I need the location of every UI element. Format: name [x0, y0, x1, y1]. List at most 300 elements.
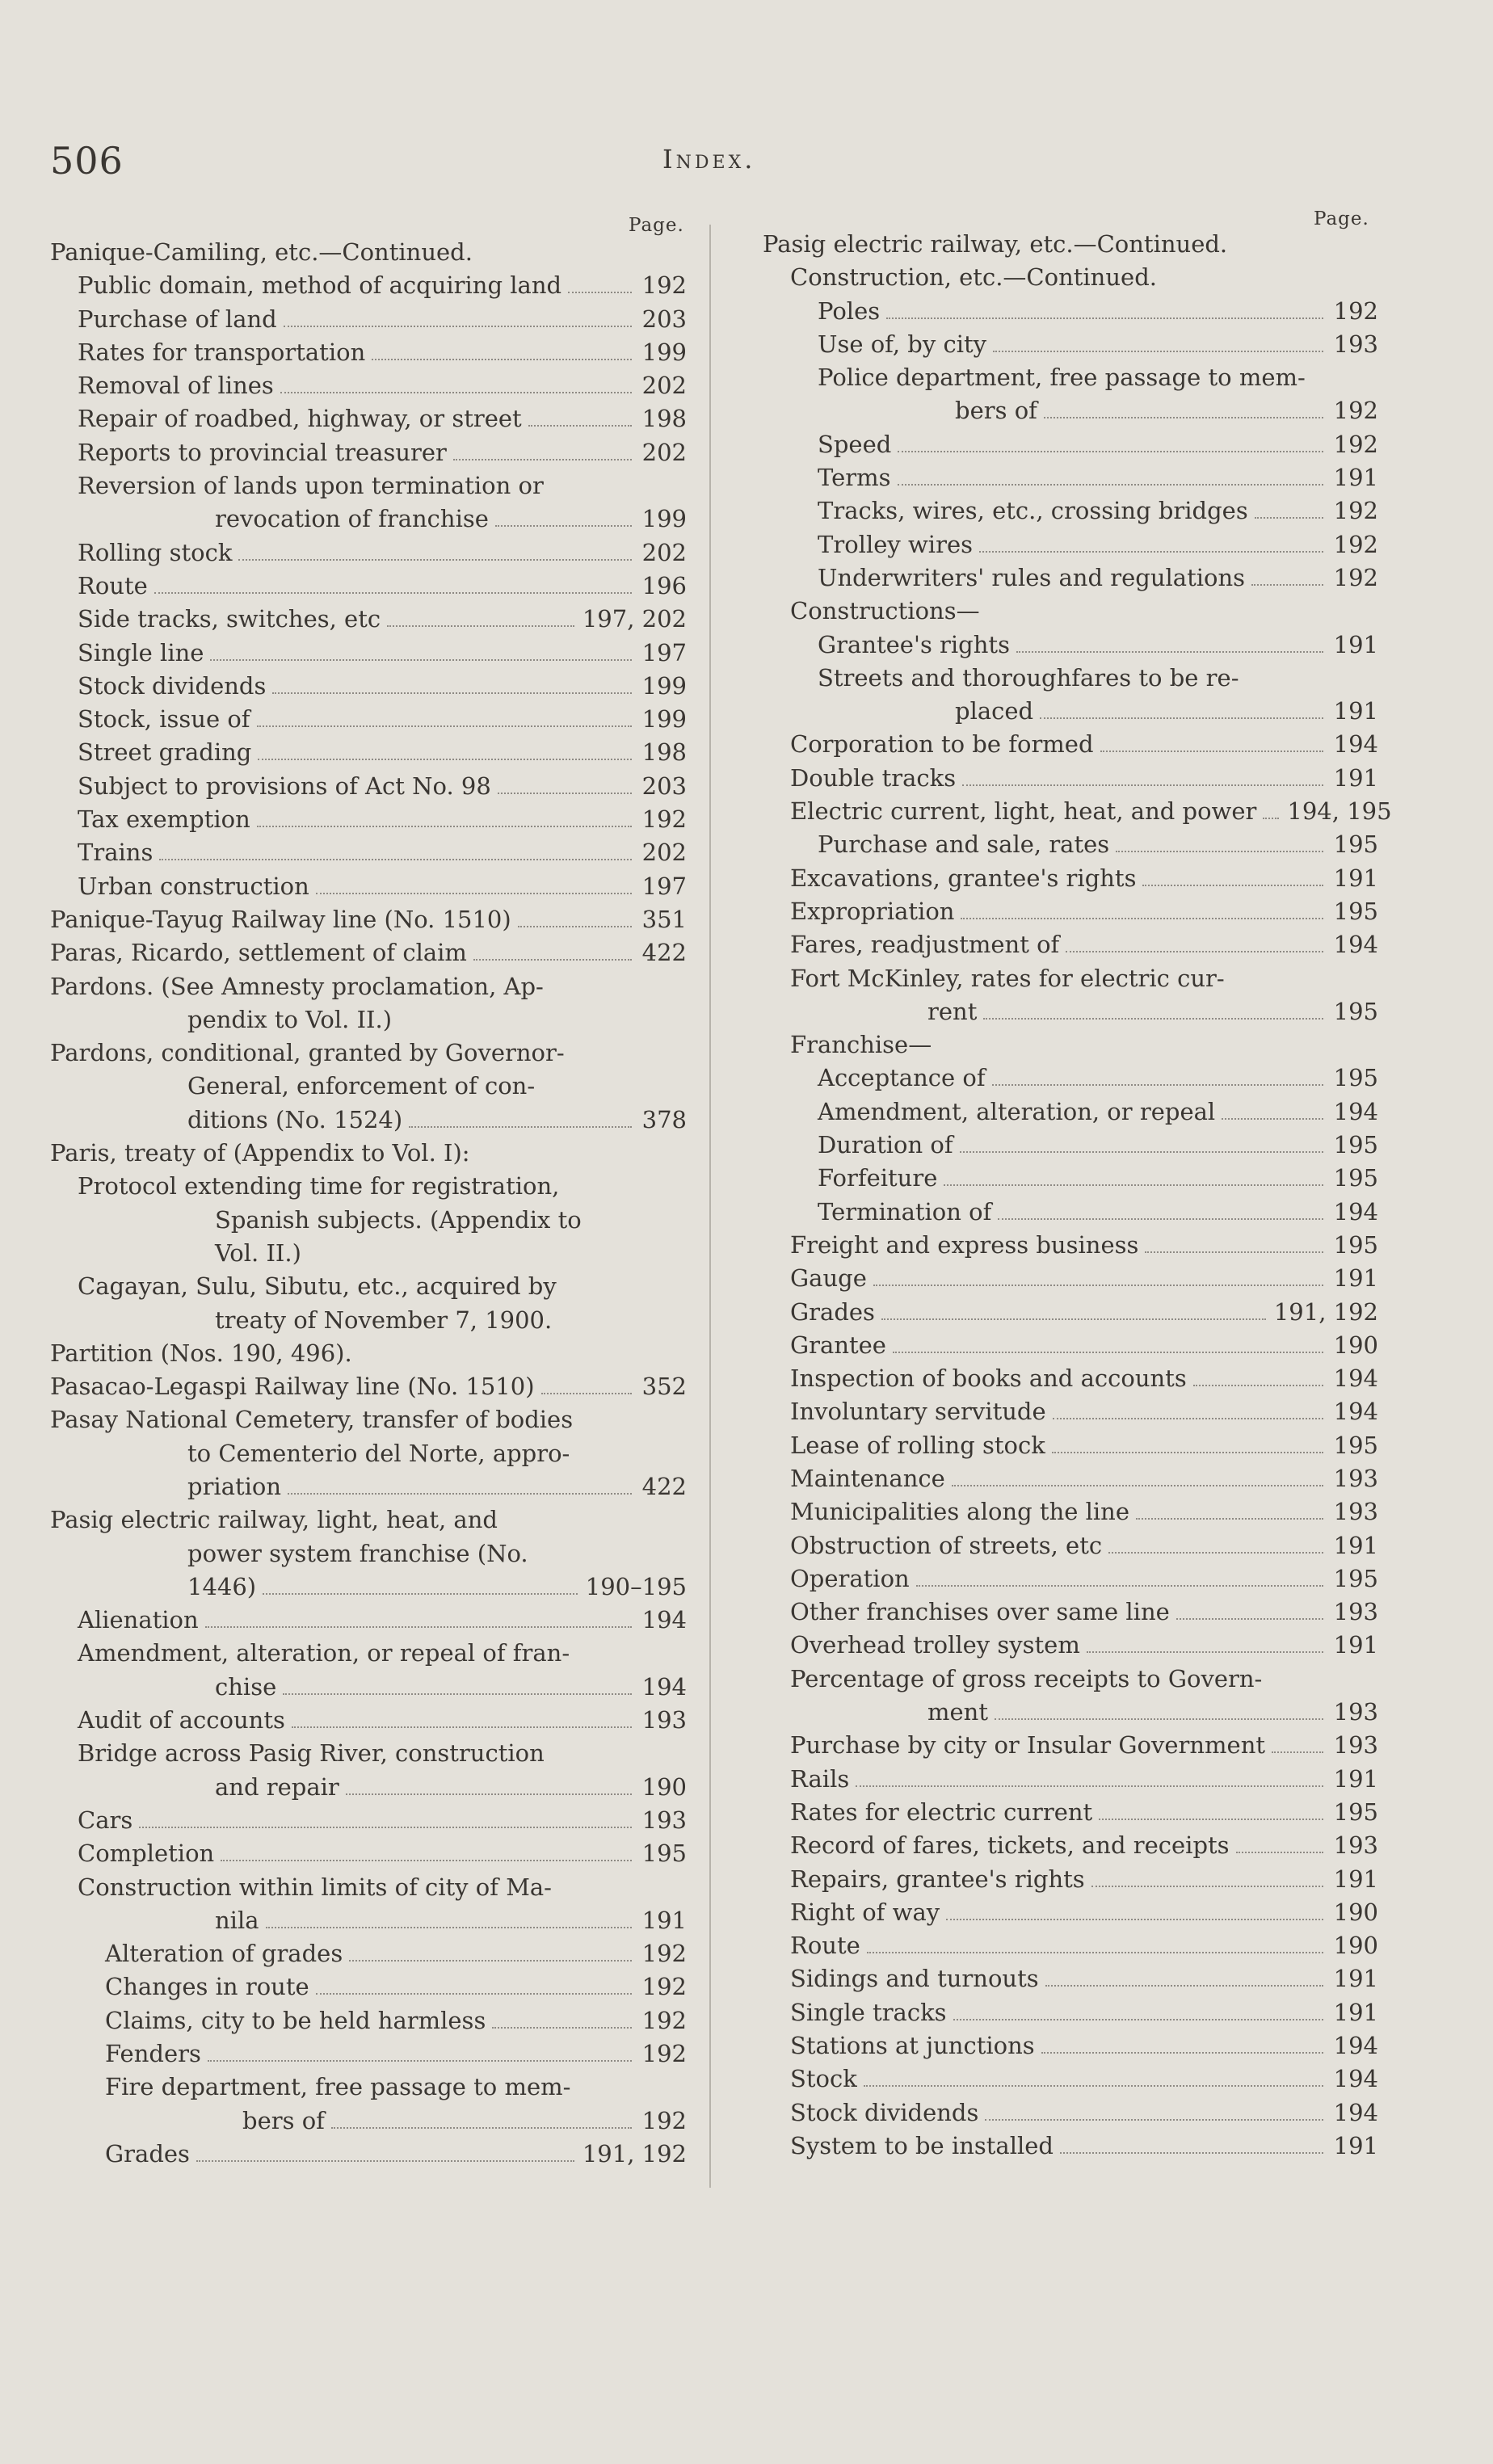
page-reference: 191 [1333, 630, 1378, 658]
index-entry-text: Right of way [790, 1898, 940, 1926]
index-entry-line [790, 261, 1378, 294]
index-entry-text: Claims, city to be held harmless [105, 2006, 486, 2034]
index-entry [763, 2096, 1378, 2130]
page-reference: 193 [1333, 1831, 1378, 1860]
index-entry-text: Paris, treaty of (Appendix to Vol. I): [50, 1139, 470, 1167]
index-entry-line [818, 629, 1378, 662]
page-reference: 195 [1333, 897, 1378, 925]
dot-leader [864, 2085, 1323, 2087]
index-entry [763, 1729, 1378, 1762]
index-entry [50, 1871, 687, 1938]
index-entry-text: Route [78, 571, 148, 599]
index-entry [763, 295, 1378, 328]
index-entry-text: treaty of November 7, 1900. [215, 1306, 553, 1334]
index-entry [763, 494, 1378, 528]
index-entry [763, 1529, 1378, 1562]
index-entry-line [790, 1028, 1378, 1062]
dot-leader [1052, 1452, 1323, 1453]
index-entry-text: Forfeiture [818, 1164, 938, 1192]
index-entry [763, 1996, 1378, 2029]
page-reference: 195 [1333, 1064, 1378, 1092]
index-entry-text: Bridge across Pasig River, construction [78, 1739, 545, 1768]
dot-leader [541, 1393, 632, 1394]
index-entry [50, 570, 687, 603]
index-entry [50, 1970, 687, 2004]
page-reference: 194 [1333, 1364, 1378, 1393]
index-entry-text: Inspection of books and accounts [790, 1364, 1187, 1393]
page-reference: 378 [641, 1105, 687, 1133]
running-head: Index. [662, 144, 756, 174]
index-entry-text: Purchase of land [78, 305, 277, 333]
page-reference: 199 [641, 338, 687, 366]
page-reference: 422 [641, 939, 687, 967]
index-entry-line [78, 303, 687, 336]
index-entry-text: Panique-Tayug Railway line (No. 1510) [50, 905, 511, 933]
index-entry [50, 536, 687, 570]
index-column-left [50, 236, 687, 2171]
dot-leader [979, 551, 1323, 553]
dot-leader [1236, 1852, 1323, 1853]
index-entry-line [790, 1462, 1378, 1495]
index-entry [50, 436, 687, 469]
page-reference: 192 [641, 271, 687, 300]
dot-leader [473, 959, 632, 961]
index-entry-continuation [78, 1304, 687, 1337]
index-entry [50, 369, 687, 402]
index-entry-text: Freight and express business [790, 1230, 1139, 1259]
index-entry [763, 1095, 1378, 1129]
page-reference: 193 [641, 1706, 687, 1734]
index-entry-line [790, 1362, 1378, 1395]
index-entry [50, 670, 687, 703]
dot-leader [263, 1593, 578, 1595]
page-reference: 195 [1333, 1230, 1378, 1259]
page-reference: 195 [1333, 1164, 1378, 1192]
index-entry-line [78, 770, 687, 803]
index-entry-text: Tracks, wires, etc., crossing bridges [818, 497, 1248, 525]
dot-leader [284, 326, 632, 327]
dot-leader [993, 351, 1323, 352]
index-entry-line [50, 903, 687, 936]
index-entry-text: Franchise— [790, 1031, 932, 1059]
index-entry-line [78, 1170, 687, 1203]
index-entry-text: power system franchise (No. [187, 1539, 528, 1567]
page-reference: 202 [641, 839, 687, 867]
dot-leader [898, 484, 1324, 486]
index-entry-line [78, 336, 687, 369]
page-reference: 199 [641, 505, 687, 533]
dot-leader [1066, 951, 1323, 952]
index-entry-text: Stock [790, 2065, 857, 2093]
dot-leader [1041, 2052, 1323, 2054]
index-entry-line [790, 1596, 1378, 1629]
dot-leader [316, 893, 632, 894]
index-entry-continuation [50, 1104, 687, 1137]
index-entry [763, 762, 1378, 795]
index-entry-line [790, 1395, 1378, 1428]
index-entry [50, 1403, 687, 1503]
index-entry-line [78, 603, 687, 636]
page-reference: 191 [1333, 1764, 1378, 1793]
index-entry-line [50, 1137, 687, 1170]
index-entry-text: Amendment, alteration, or repeal [818, 1097, 1216, 1125]
index-entry-text: Maintenance [790, 1464, 945, 1492]
dot-leader [568, 292, 632, 293]
index-entry-text: Percentage of gross receipts to Govern- [790, 1664, 1263, 1692]
index-entry-line [78, 1637, 687, 1670]
index-entry [50, 1937, 687, 1970]
index-entry-line [105, 2004, 687, 2037]
index-entry [763, 1929, 1378, 1962]
index-entry-text: Involuntary servitude [790, 1398, 1046, 1426]
index-entry [763, 1763, 1378, 1796]
dot-leader [266, 1927, 632, 1928]
page-reference: 191 [1333, 2131, 1378, 2159]
index-entry-text: Grades [790, 1297, 875, 1326]
page-reference: 191 [1333, 1531, 1378, 1559]
index-entry-text: placed [955, 697, 1034, 725]
index-entry [50, 1137, 687, 1170]
page-reference: 193 [1333, 1498, 1378, 1526]
index-entry-line [78, 803, 687, 836]
index-entry [50, 2138, 687, 2171]
dot-leader [257, 725, 632, 727]
index-entry [763, 928, 1378, 961]
index-entry-line [790, 728, 1378, 761]
index-entry [763, 1196, 1378, 1229]
page-reference: 193 [1333, 1598, 1378, 1626]
dot-leader [528, 425, 632, 427]
index-entry-line [78, 1704, 687, 1737]
index-entry-line [818, 295, 1378, 328]
page-reference: 190 [1333, 1898, 1378, 1926]
index-entry [763, 1229, 1378, 1262]
index-entry-line [818, 1095, 1378, 1129]
index-entry-continuation [78, 1671, 687, 1704]
index-entry-text: Stations at junctions [790, 2032, 1035, 2060]
dot-leader [1060, 2152, 1323, 2154]
page-reference: 194 [1333, 2065, 1378, 2093]
dot-leader [331, 2127, 632, 2129]
index-entry-text: General, enforcement of con- [187, 1072, 536, 1100]
index-entry-line [790, 2096, 1378, 2130]
page-reference: 197, 202 [582, 605, 687, 633]
index-entry [763, 1395, 1378, 1428]
index-entry [763, 2062, 1378, 2096]
page-reference: 192 [641, 1940, 687, 1968]
index-entry-text: Fire department, free passage to mem- [105, 2073, 571, 2101]
index-entry [50, 1737, 687, 1804]
index-entry-text: Alienation [78, 1606, 199, 1634]
page-reference: 194 [1333, 1097, 1378, 1125]
page-reference: 190 [641, 1772, 687, 1801]
index-entry-line [790, 1663, 1378, 1696]
index-entry-line [790, 862, 1378, 895]
index-entry [50, 637, 687, 670]
index-entry [50, 603, 687, 636]
dot-leader [1016, 651, 1323, 653]
dot-leader [998, 1218, 1323, 1220]
index-entry-line [790, 1529, 1378, 1562]
index-entry-text: Lease of rolling stock [790, 1431, 1045, 1459]
index-entry-line [790, 2029, 1378, 2062]
index-entry-text: Protocol extending time for registration, [78, 1172, 560, 1200]
index-entry [50, 236, 687, 269]
index-entry-line [818, 1196, 1378, 1229]
index-column-right [763, 228, 1392, 2163]
page-reference: 196 [641, 571, 687, 599]
index-entry-continuation [50, 1070, 687, 1103]
dot-leader [952, 1485, 1323, 1486]
index-entry-text: Public domain, method of acquiring land [78, 271, 562, 300]
dot-leader [518, 926, 632, 927]
dot-leader [1044, 417, 1323, 418]
dot-leader [349, 1960, 632, 1962]
index-entry-line [78, 570, 687, 603]
index-entry [763, 561, 1378, 595]
index-entry-text: Fort McKinley, rates for electric cur- [790, 964, 1225, 992]
index-entry-continuation [105, 2104, 687, 2138]
index-entry-line [818, 328, 1378, 361]
page-reference: 194 [641, 1672, 687, 1701]
page-reference: 191 [1333, 763, 1378, 792]
index-entry-continuation [78, 1204, 687, 1237]
index-entry-line [78, 1737, 687, 1770]
index-entry [763, 1296, 1378, 1329]
index-entry-line [790, 1495, 1378, 1528]
dot-leader [995, 1718, 1323, 1720]
index-entry-line [78, 870, 687, 903]
index-entry-text: Terms [818, 464, 891, 492]
index-entry [763, 1062, 1378, 1095]
index-entry [50, 336, 687, 369]
page-reference: 198 [641, 738, 687, 767]
dot-leader [1272, 1751, 1323, 1753]
page-reference: 202 [641, 538, 687, 566]
page-reference: 191 [1333, 1264, 1378, 1293]
index-entry-text: Pasacao-Legaspi Railway line (No. 1510) [50, 1373, 535, 1401]
index-entry [763, 1962, 1378, 1995]
dot-leader [1176, 1618, 1323, 1620]
page-reference: 197 [641, 872, 687, 900]
index-entry-text: Double tracks [790, 763, 957, 792]
index-entry-text: Pasig electric railway, etc.—Continued. [763, 230, 1228, 258]
dot-leader [961, 918, 1323, 919]
page-reference: 191 [1333, 1965, 1378, 1993]
index-entry-continuation [50, 1537, 687, 1570]
index-entry-text: Purchase and sale, rates [818, 830, 1110, 859]
page-reference: 199 [641, 705, 687, 734]
index-entry-text: Stock, issue of [78, 705, 250, 734]
index-entry-line [78, 1837, 687, 1870]
index-entry-line [50, 970, 687, 1003]
page-reference: 191, 192 [582, 2139, 687, 2168]
index-entry-line [78, 369, 687, 402]
index-entry-continuation [50, 1570, 687, 1604]
dot-leader [387, 625, 574, 627]
index-entry-continuation [790, 1696, 1378, 1729]
index-entry [763, 1596, 1378, 1629]
page-reference: 203 [641, 772, 687, 800]
dot-leader [1053, 1418, 1323, 1419]
index-entry-text: Stock dividends [78, 671, 267, 700]
index-entry [763, 1162, 1378, 1195]
index-entry-line [105, 1970, 687, 2004]
dot-leader [221, 1860, 632, 1861]
index-entry-line [78, 736, 687, 769]
index-entry-text: Fenders [105, 2040, 201, 2068]
index-entry-text: Obstruction of streets, etc [790, 1531, 1103, 1559]
index-entry-text: ment [927, 1698, 988, 1726]
index-entry [50, 770, 687, 803]
index-entry [50, 402, 687, 435]
index-entry-text: Alteration of grades [105, 1940, 343, 1968]
page-reference: 194 [1333, 1197, 1378, 1226]
index-entry [50, 903, 687, 936]
index-entry-text: Amendment, alteration, or repeal of fran- [78, 1639, 570, 1667]
index-entry-text: Streets and thoroughfares to be re- [818, 663, 1239, 692]
index-entry-line [50, 1370, 687, 1403]
index-entry [763, 1362, 1378, 1395]
index-entry [50, 1170, 687, 1270]
index-entry-text: Subject to provisions of Act No. 98 [78, 772, 491, 800]
index-entry-line [78, 1804, 687, 1837]
index-entry-text: Speed [818, 430, 892, 458]
index-entry-line [790, 928, 1378, 961]
dot-leader [985, 2119, 1323, 2121]
index-entry [50, 2037, 687, 2071]
index-entry-text: Removal of lines [78, 372, 274, 400]
dot-leader [960, 1151, 1323, 1153]
index-entry-text: Reversion of lands upon termination or [78, 472, 544, 500]
dot-leader [867, 1952, 1323, 1953]
index-entry-line [790, 762, 1378, 795]
dot-leader [409, 1126, 632, 1128]
index-entry-line [818, 1162, 1378, 1195]
dot-leader [159, 859, 632, 860]
dot-leader [893, 1352, 1323, 1353]
index-entry [50, 1804, 687, 1837]
page-reference: 191 [1333, 1865, 1378, 1893]
index-entry [763, 795, 1392, 828]
index-entry [50, 269, 687, 302]
page-reference: 191, 192 [1273, 1297, 1378, 1326]
page-reference: 191 [1333, 1631, 1378, 1659]
page-reference: 422 [641, 1472, 687, 1500]
page-reference: 193 [1333, 330, 1378, 358]
index-entry [763, 228, 1378, 261]
index-entry-text: Trains [78, 839, 154, 867]
page-reference: 194 [1333, 2032, 1378, 2060]
index-entry [763, 1562, 1378, 1596]
page-reference: 193 [1333, 1731, 1378, 1760]
dot-leader [210, 659, 632, 661]
dot-leader [1087, 1651, 1323, 1653]
index-entry-line [790, 1796, 1378, 1829]
index-entry-text: Changes in route [105, 1973, 309, 2001]
index-entry-line [790, 962, 1378, 995]
dot-leader [1255, 517, 1323, 519]
page-reference: 195 [1333, 1564, 1378, 1592]
page-reference: 191 [1333, 1998, 1378, 2026]
index-entry-line [790, 895, 1378, 928]
index-entry [763, 895, 1378, 928]
page-reference: 194 [1333, 1398, 1378, 1426]
page-reference: 190–195 [585, 1572, 687, 1600]
dot-leader [1100, 751, 1323, 752]
dot-leader [346, 1793, 632, 1795]
index-entry-text: Poles [818, 296, 881, 325]
index-entry-text: Street grading [78, 738, 252, 767]
page-reference: 192 [1333, 296, 1378, 325]
index-entry-line [105, 1937, 687, 1970]
index-entry [50, 736, 687, 769]
index-entry-continuation [78, 1237, 687, 1270]
index-entry-text: Municipalities along the line [790, 1498, 1130, 1526]
index-entry [50, 303, 687, 336]
page-reference: 195 [1333, 1798, 1378, 1826]
page-reference: 192 [1333, 397, 1378, 425]
index-entry [763, 2029, 1378, 2062]
index-entry-text: Acceptance of [818, 1064, 986, 1092]
index-entry-line [78, 269, 687, 302]
index-entry-text: Electric current, light, heat, and power [790, 797, 1257, 826]
index-entry-continuation [78, 1904, 687, 1937]
page-reference: 193 [1333, 1698, 1378, 1726]
page-column-label-left: Page. [629, 215, 684, 236]
index-entry [50, 1604, 687, 1637]
index-entry-text: revocation of franchise [215, 505, 489, 533]
dot-leader [258, 759, 632, 760]
dot-leader [498, 793, 632, 794]
dot-leader [1116, 851, 1323, 852]
index-entry-continuation [50, 1470, 687, 1503]
page-reference: 190 [1333, 1331, 1378, 1359]
index-entry-text: Gauge [790, 1264, 867, 1293]
index-entry-line [790, 1329, 1378, 1362]
index-entry-line [105, 2138, 687, 2171]
index-entry-text: Single tracks [790, 1998, 947, 2026]
index-entry [763, 1663, 1378, 1730]
page-reference: 199 [641, 671, 687, 700]
index-entry-line [818, 428, 1378, 461]
index-entry [50, 1337, 687, 1370]
index-entry-line [78, 436, 687, 469]
index-entry-text: Cars [78, 1806, 133, 1834]
index-entry-text: bers of [242, 2106, 325, 2134]
index-entry-line [50, 236, 687, 269]
page-reference: 195 [641, 1840, 687, 1868]
index-entry [50, 1503, 687, 1604]
index-entry-text: Trolley wires [818, 530, 973, 558]
dot-leader [1099, 1819, 1323, 1820]
index-entry [50, 936, 687, 969]
index-entry-line [78, 402, 687, 435]
dot-leader [944, 1184, 1323, 1186]
index-entry [763, 261, 1378, 294]
dot-leader [283, 1693, 632, 1695]
index-entry [763, 862, 1378, 895]
index-entry-continuation [818, 394, 1378, 427]
dot-leader [1142, 885, 1323, 886]
index-entry-text: 1446) [187, 1572, 257, 1600]
index-entry-text: Rails [790, 1764, 850, 1793]
index-entry [50, 1036, 687, 1137]
dot-leader [1136, 1518, 1323, 1520]
index-entry-line [78, 637, 687, 670]
index-entry-line [78, 1604, 687, 1637]
dot-leader [1145, 1251, 1323, 1253]
